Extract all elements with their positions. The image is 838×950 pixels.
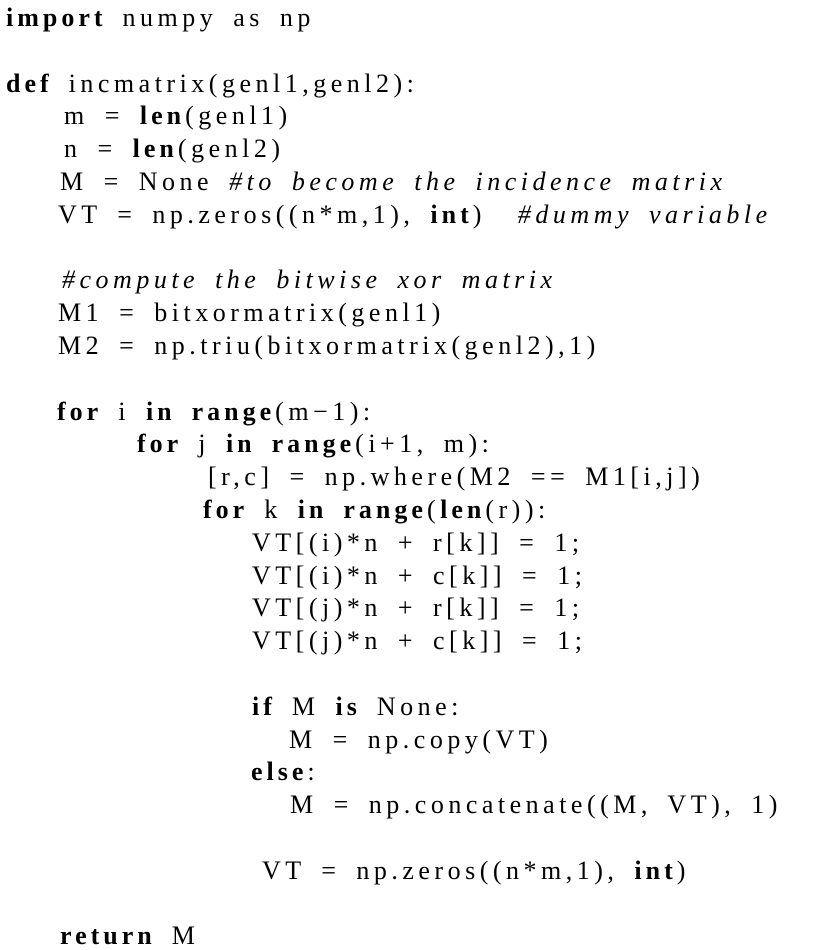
code-token-plain: (genl2) [177, 134, 285, 164]
code-line [0, 2, 838, 35]
code-token-plain: M = None [60, 166, 230, 196]
code-token-plain: [r,c] = np.where(M2 == M1[i,j]) [208, 462, 705, 492]
code-token-keyword: len [132, 134, 178, 164]
code-token-keyword: in [225, 429, 256, 459]
code-token-plain: VT[(j)*n + c[k]] = 1; [252, 626, 587, 656]
code-token-keyword: int [430, 199, 473, 229]
code-line [0, 855, 838, 888]
code-token-keyword: return [60, 921, 156, 950]
code-token-plain: (i+1, m): [355, 429, 494, 459]
code-token-keyword: for [203, 494, 249, 524]
code-token-plain: VT[(i)*n + r[k]] = 1; [252, 527, 584, 557]
code-token-plain: M = np.concatenate((M, VT), 1) [290, 790, 782, 820]
code-token-keyword: for [137, 429, 183, 459]
code-token-keyword: in [297, 494, 328, 524]
code-line [0, 822, 838, 855]
code-token-plain: VT[(j)*n + r[k]] = 1; [252, 593, 584, 623]
code-token-plain: k [248, 494, 298, 524]
code-token-plain: (genl1) [185, 101, 292, 131]
code-token-plain: ( [426, 494, 441, 524]
code-token-plain: ) [472, 199, 518, 229]
code-line [0, 232, 838, 265]
code-line [0, 724, 838, 757]
code-token-keyword: range [343, 494, 427, 524]
code-line [0, 461, 838, 494]
code-line [0, 264, 838, 297]
code-token-plain: : [307, 757, 320, 787]
code-token-keyword: for [57, 396, 103, 426]
code-line [0, 100, 838, 133]
code-token-plain: ) [676, 855, 690, 885]
code-line [0, 625, 838, 658]
code-token-plain [327, 495, 343, 524]
code-token-comment: #compute the bitwise xor matrix [62, 265, 557, 295]
code-line [0, 691, 838, 724]
code-line [0, 920, 838, 950]
code-token-plain: VT = np.zeros((n*m,1), [262, 855, 635, 885]
code-token-keyword: range [191, 396, 276, 426]
code-token-plain: n = [64, 134, 133, 164]
code-token-plain: (m−1): [275, 396, 375, 426]
code-line [0, 35, 838, 68]
code-line [0, 166, 838, 199]
code-token-keyword: else [251, 757, 308, 787]
code-token-keyword: len [440, 494, 486, 524]
code-token-comment: #dummy variable [517, 199, 772, 229]
code-token-plain [256, 429, 272, 458]
code-line [0, 494, 838, 527]
code-line [0, 330, 838, 363]
code-token-keyword: in [145, 396, 176, 426]
code-token-keyword: len [139, 101, 186, 131]
code-line [0, 297, 838, 330]
code-token-plain [176, 397, 192, 426]
code-line [0, 396, 838, 429]
code-token-keyword: def [6, 68, 53, 98]
code-token-plain: VT = np.zeros((n*m,1), [58, 199, 431, 229]
code-token-plain: M [275, 691, 336, 721]
code-token-plain: VT[(i)*n + c[k]] = 1; [252, 560, 587, 590]
code-token-keyword: is [335, 691, 361, 721]
code-token-plain: j [182, 429, 226, 459]
code-line [0, 789, 838, 822]
code-token-plain: m = [64, 101, 140, 131]
code-line [0, 756, 838, 789]
code-line [0, 888, 838, 921]
code-token-keyword: if [252, 691, 276, 721]
code-token-plain: None: [360, 691, 463, 721]
code-line [0, 199, 838, 232]
code-line [0, 428, 838, 461]
code-token-plain: (r)): [485, 494, 550, 524]
code-token-plain: i [102, 396, 146, 426]
code-token-plain: M1 = bitxormatrix(genl1) [58, 298, 445, 328]
code-line [0, 592, 838, 625]
code-token-plain: numpy as np [106, 3, 315, 32]
code-line [0, 560, 838, 593]
code-line [0, 133, 838, 166]
code-token-plain: M [155, 921, 200, 950]
code-token-keyword: int [634, 855, 677, 885]
code-token-plain: M2 = np.triu(bitxormatrix(genl2),1) [58, 330, 600, 360]
code-line [0, 527, 838, 560]
code-token-keyword: range [271, 429, 356, 459]
code-line [0, 658, 838, 691]
code-line [0, 68, 838, 101]
code-token-plain: incmatrix(genl1,genl2): [52, 68, 419, 98]
code-token-keyword: import [6, 3, 107, 32]
code-line [0, 363, 838, 396]
code-token-plain: M = np.copy(VT) [289, 724, 553, 754]
code-token-comment: #to become the incidence matrix [229, 166, 727, 196]
